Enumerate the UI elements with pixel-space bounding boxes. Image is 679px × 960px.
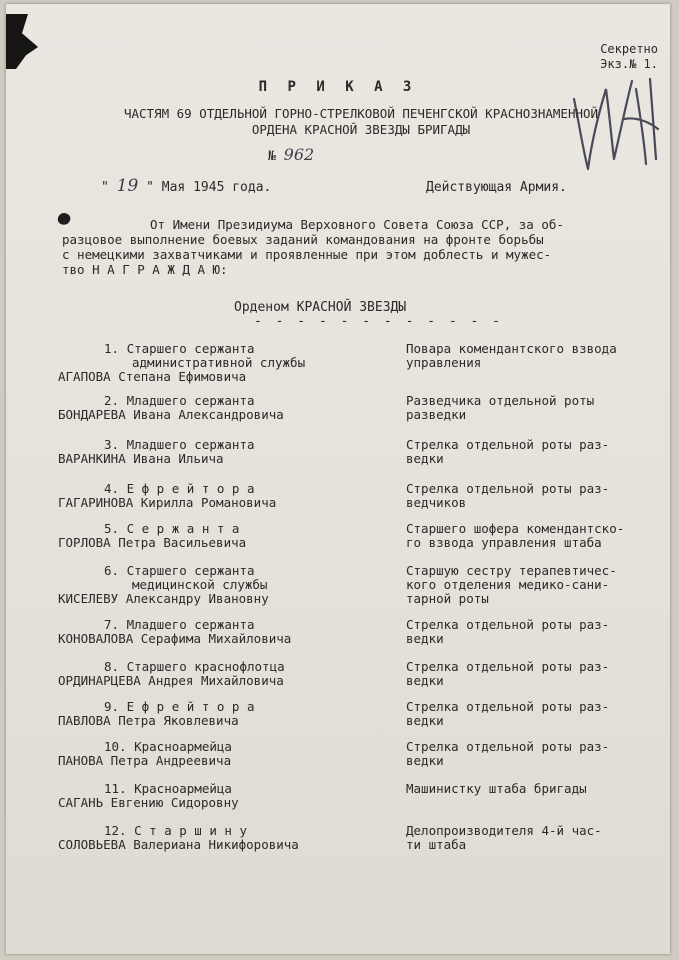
recipient xyxy=(58,782,388,810)
recipient xyxy=(58,482,388,510)
recipient-position xyxy=(406,660,666,688)
position-line: ти штаба xyxy=(406,837,467,852)
recipient-position xyxy=(406,564,666,606)
recipient xyxy=(58,342,388,384)
recipient-position xyxy=(406,482,666,510)
recipient-name: КИСЕЛЕВУ Александру Ивановну xyxy=(58,591,269,606)
recipient xyxy=(58,394,388,422)
recipient-position xyxy=(406,782,666,796)
recipient xyxy=(58,564,388,606)
recipient-position xyxy=(406,438,666,466)
secret-label: Секретно xyxy=(600,42,658,56)
position-line: Стрелка отдельной роты раз- xyxy=(406,699,610,714)
date-close-quote: " xyxy=(146,180,154,195)
order-date xyxy=(101,176,271,196)
recipient xyxy=(58,660,388,688)
position-line: Стрелка отдельной роты раз- xyxy=(406,739,610,754)
recipient xyxy=(58,700,388,728)
unit-line-2: ОРДЕНА КРАСНОЙ ЗВЕЗДЫ БРИГАДЫ xyxy=(251,122,471,137)
award-underline: - - - - - - - - - - - - xyxy=(254,314,504,329)
recipient-rank: 3. Младшего сержанта xyxy=(104,437,255,452)
position-line: разведки xyxy=(406,407,467,422)
recipient-position xyxy=(406,740,666,768)
secrecy-mark xyxy=(546,42,658,72)
position-line: кого отделения медико-сани- xyxy=(406,577,610,592)
position-line: Стрелка отдельной роты раз- xyxy=(406,437,610,452)
position-line: ведчиков xyxy=(406,495,467,510)
recipient xyxy=(58,824,388,852)
recipient-service: административной службы xyxy=(132,355,306,370)
recipient-rank: 7. Младшего сержанта xyxy=(104,617,255,632)
recipient-name: КОНОВАЛОВА Серафима Михайловича xyxy=(58,631,292,646)
recipient-position xyxy=(406,394,666,422)
date-day: 19 xyxy=(116,176,139,196)
unit-heading xyxy=(66,106,656,138)
order-number xyxy=(268,145,314,164)
position-line: ведки xyxy=(406,713,444,728)
recipient xyxy=(58,438,388,466)
recipient-position xyxy=(406,618,666,646)
recipient-position xyxy=(406,522,666,550)
recipient-name: ВАРАНКИНА Ивана Ильича xyxy=(58,451,224,466)
number-prefix: № xyxy=(268,149,276,164)
position-line: Стрелка отдельной роты раз- xyxy=(406,481,610,496)
recipient-position xyxy=(406,824,666,852)
position-line: Повара комендантского взвода xyxy=(406,341,617,356)
preamble-line-1: От Имени Президиума Верховного Совета Союза ССР, за об- xyxy=(150,217,564,232)
position-line: Стрелка отдельной роты раз- xyxy=(406,659,610,674)
number-value: 962 xyxy=(283,145,315,164)
recipient xyxy=(58,618,388,646)
recipient-rank: 2. Младшего сержанта xyxy=(104,393,255,408)
recipient xyxy=(58,522,388,550)
preamble xyxy=(62,217,662,277)
position-line: ведки xyxy=(406,753,444,768)
position-line: Старшую сестру терапевтичес- xyxy=(406,563,617,578)
recipient-name: БОНДАРЕВА Ивана Александровича xyxy=(58,407,284,422)
recipient-name: ПАВЛОВА Петра Яковлевича xyxy=(58,713,239,728)
recipient-rank: 10. Красноармейца xyxy=(104,739,232,754)
position-line: Машинистку штаба бригады xyxy=(406,781,587,796)
recipient-name: ОРДИНАРЦЕВА Андрея Михайловича xyxy=(58,673,284,688)
preamble-line-3: с немецкими захватчиками и проявленные при этом доблесть и мужес- xyxy=(62,247,552,262)
army-label: Действующая Армия. xyxy=(426,180,567,195)
recipient-rank: 1. Старшего сержанта xyxy=(104,341,255,356)
document-title: П Р И К А З xyxy=(258,79,418,95)
date-rest: Мая 1945 года. xyxy=(161,180,272,195)
recipient-name: АГАПОВА Степана Ефимовича xyxy=(58,369,247,384)
recipient-rank: 11. Красноармейца xyxy=(104,781,232,796)
recipient-rank: 8. Старшего краснофлотца xyxy=(104,659,285,674)
recipient-name: ГАГАРИНОВА Кирилла Романовича xyxy=(58,495,277,510)
position-line: Стрелка отдельной роты раз- xyxy=(406,617,610,632)
position-line: Делопроизводителя 4-й час- xyxy=(406,823,602,838)
position-line: управления xyxy=(406,355,482,370)
recipient xyxy=(58,740,388,768)
copy-number: Экз.№ 1. xyxy=(600,57,658,71)
recipient-name: ПАНОВА Петра Андреевича xyxy=(58,753,232,768)
recipient-position xyxy=(406,700,666,728)
recipient-rank: 5. С е р ж а н т а xyxy=(104,521,240,536)
recipient-position xyxy=(406,342,666,370)
position-line: ведки xyxy=(406,673,444,688)
recipient-name: САГАНЬ Евгению Сидоровну xyxy=(58,795,239,810)
date-open-quote: " xyxy=(101,180,109,195)
recipient-rank: 6. Старшего сержанта xyxy=(104,563,255,578)
preamble-line-2: разцовое выполнение боевых заданий командования на фронте борьбы xyxy=(62,232,544,247)
recipient-name: ГОРЛОВА Петра Васильевича xyxy=(58,535,247,550)
torn-corner xyxy=(6,14,40,69)
position-line: ведки xyxy=(406,451,444,466)
position-line: го взвода управления штаба xyxy=(406,535,602,550)
award-name: Орденом КРАСНОЙ ЗВЕЗДЫ xyxy=(234,300,407,315)
position-line: Старшего шофера комендантско- xyxy=(406,521,625,536)
recipient-rank: 9. Е ф р е й т о р а xyxy=(104,699,255,714)
unit-line-1: ЧАСТЯМ 69 ОТДЕЛЬНОЙ ГОРНО-СТРЕЛКОВОЙ ПЕЧЕНГСКОЙ КРАСНОЗНАМЕННОЙ xyxy=(123,106,599,121)
position-line: Разведчика отдельной роты xyxy=(406,393,595,408)
recipient-rank: 12. С т а р ш и н у xyxy=(104,823,247,838)
document-page xyxy=(6,4,670,954)
recipient-service: медицинской службы xyxy=(132,577,268,592)
recipient-rank: 4. Е ф р е й т о р а xyxy=(104,481,255,496)
preamble-line-4: тво Н А Г Р А Ж Д А Ю: xyxy=(62,262,228,277)
recipient-name: СОЛОВЬЕВА Валериана Никифоровича xyxy=(58,837,299,852)
position-line: тарной роты xyxy=(406,591,489,606)
position-line: ведки xyxy=(406,631,444,646)
